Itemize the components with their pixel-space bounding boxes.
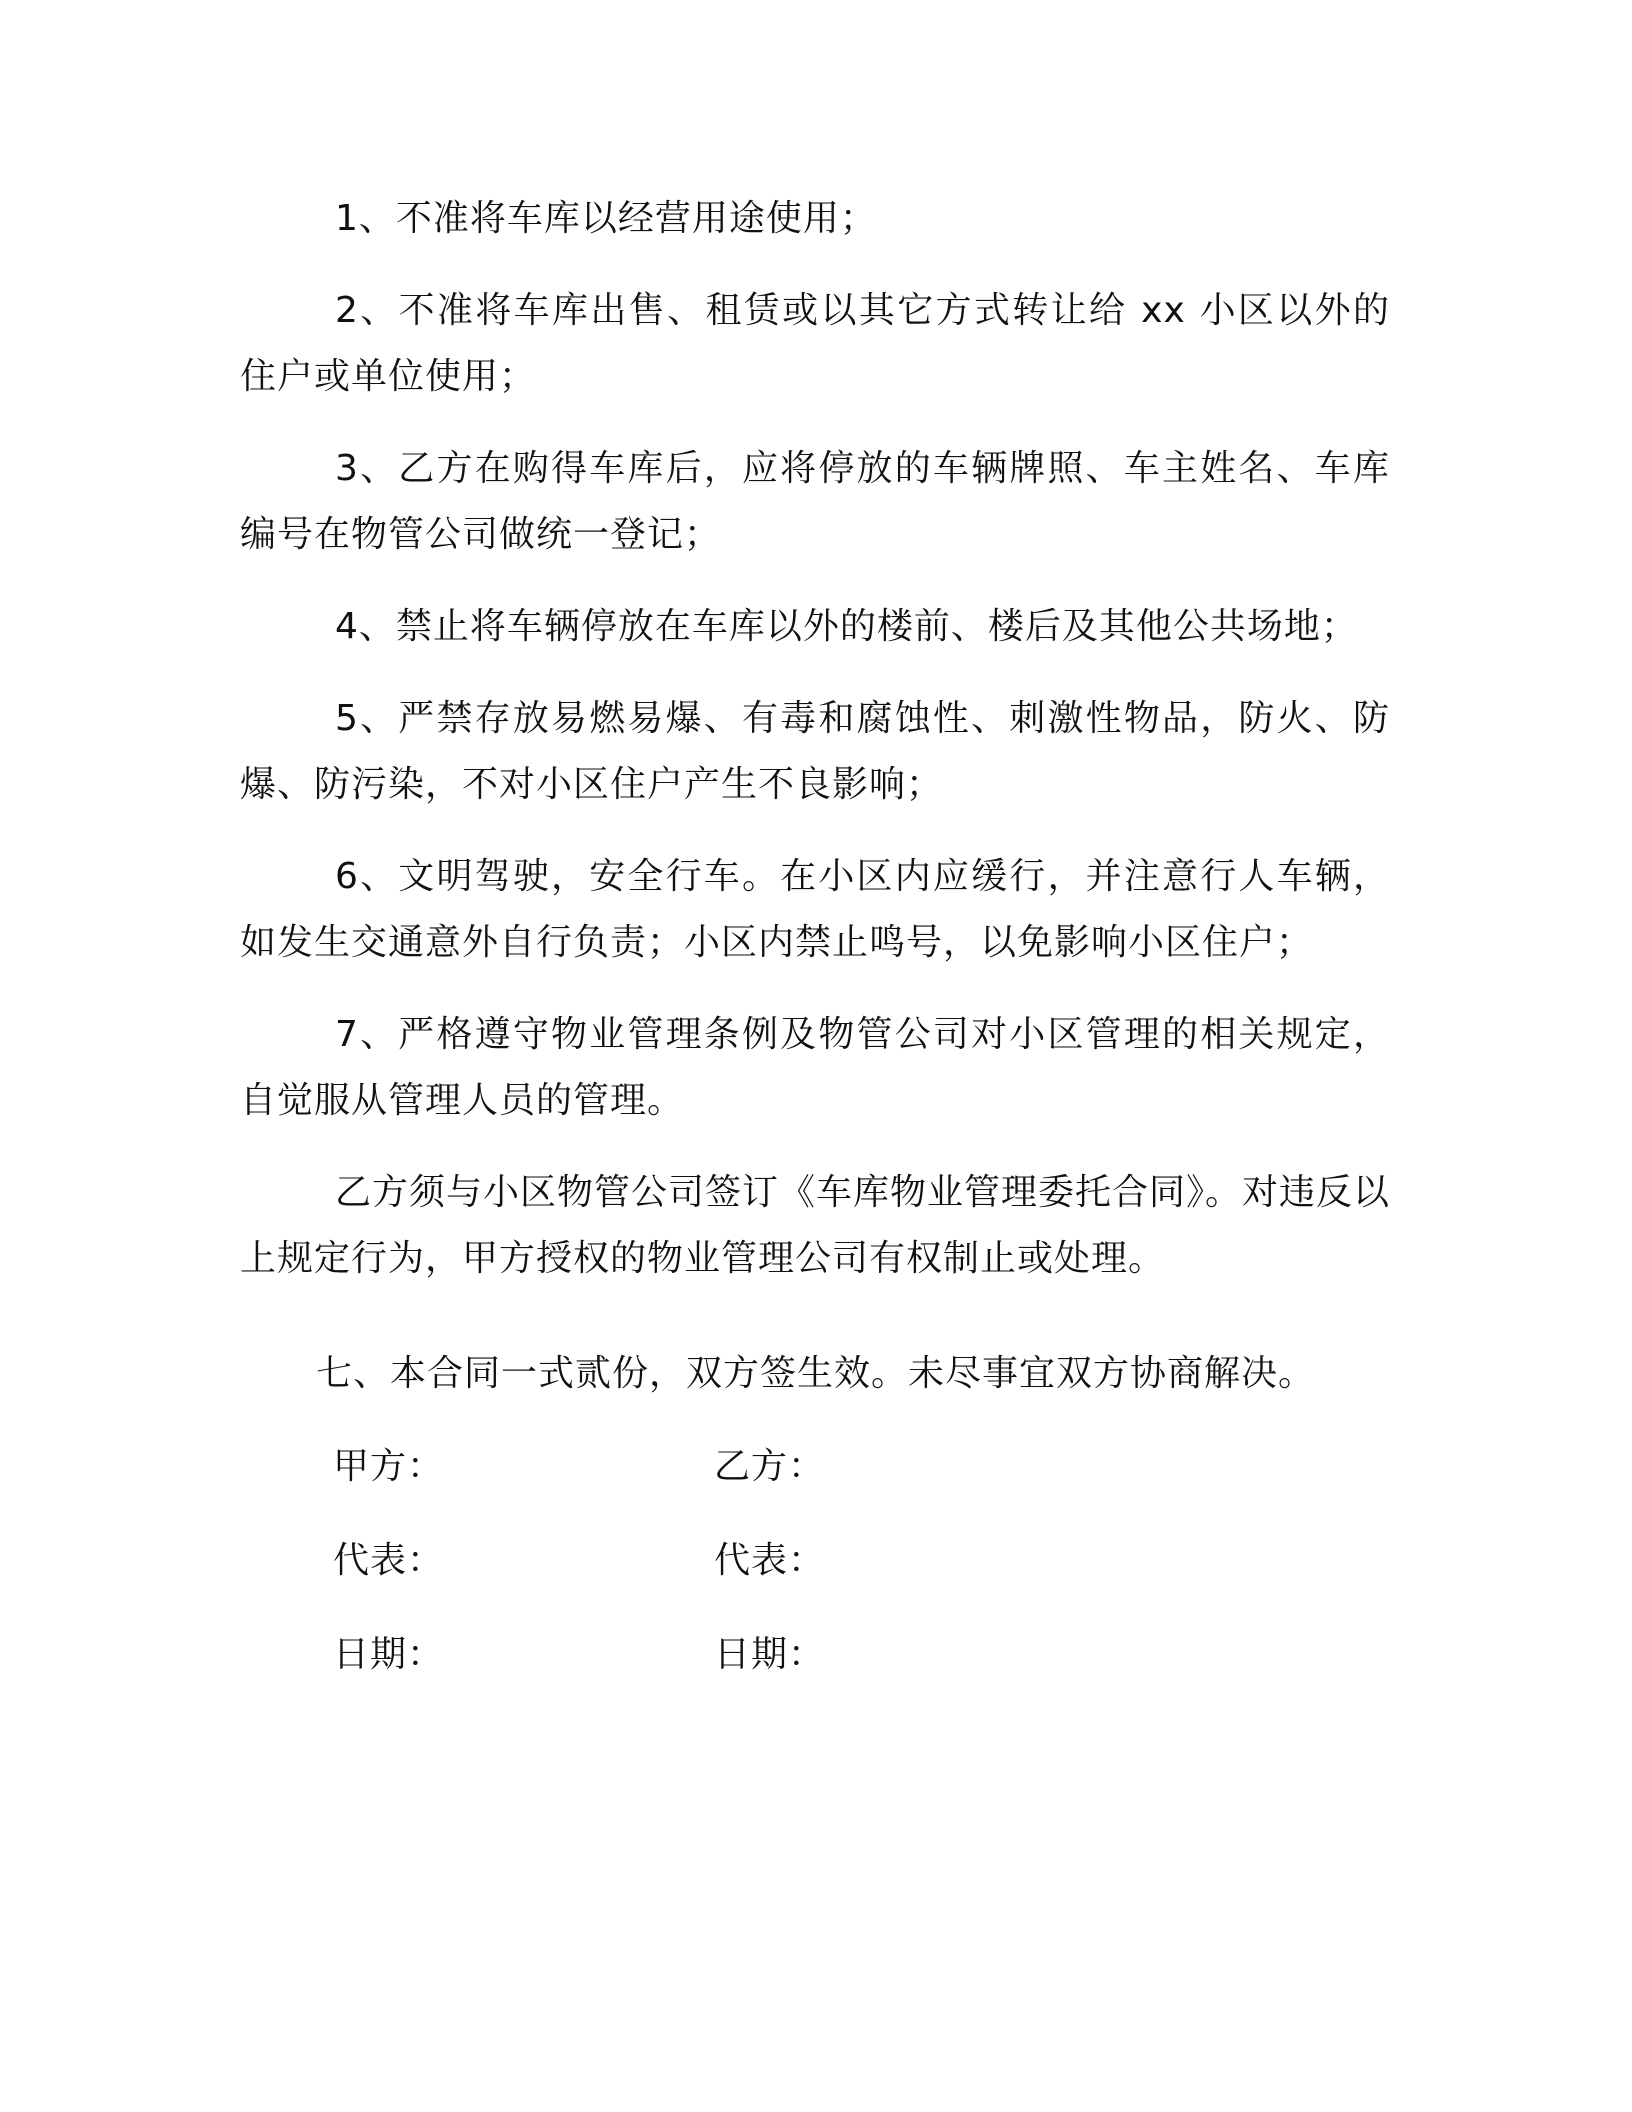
party-b-label: 乙方： xyxy=(714,1446,826,1487)
date-b-label: 日期： xyxy=(714,1634,826,1675)
signature-row-date xyxy=(333,1622,1133,1716)
signature-block xyxy=(333,1434,1133,1716)
clause-7: 7、严格遵守物业管理条例及物管公司对小区管理的相关规定，自觉服从管理人员的管理。 xyxy=(240,1014,1390,1121)
clause-3: 3、乙方在购得车库后，应将停放的车辆牌照、车主姓名、车库编号在物管公司做统一登记； xyxy=(240,448,1390,555)
representative-b-label: 代表： xyxy=(714,1540,826,1581)
date-a-label: 日期： xyxy=(333,1634,445,1675)
clause-list xyxy=(240,186,1390,1318)
clause-1: 1、不准将车库以经营用途使用； xyxy=(335,198,877,239)
clause-4: 4、禁止将车辆停放在车库以外的楼前、楼后及其他公共场地； xyxy=(335,606,1358,647)
party-a-label: 甲方： xyxy=(333,1446,445,1487)
final-clause: 七、本合同一式贰份，双方签生效。未尽事宜双方协商解决。 xyxy=(316,1353,1316,1394)
clause-2: 2、不准将车库出售、租赁或以其它方式转让给 xx 小区以外的住户或单位使用； xyxy=(240,290,1390,397)
management-contract-paragraph: 乙方须与小区物管公司签订《车库物业管理委托合同》。对违反以上规定行为，甲方授权的物业管理公司有权制止或处理。 xyxy=(240,1172,1391,1279)
representative-a-label: 代表： xyxy=(333,1540,445,1581)
signature-row-party xyxy=(333,1434,1133,1528)
clause-6: 6、文明驾驶，安全行车。在小区内应缓行，并注意行人车辆，如发生交通意外自行负责；小区内禁止鸣号，以免影响小区住户； xyxy=(240,856,1390,963)
clause-5: 5、严禁存放易燃易爆、有毒和腐蚀性、刺激性物品，防火、防爆、防污染，不对小区住户产生不良影响； xyxy=(240,698,1390,805)
signature-row-representative xyxy=(333,1528,1133,1622)
